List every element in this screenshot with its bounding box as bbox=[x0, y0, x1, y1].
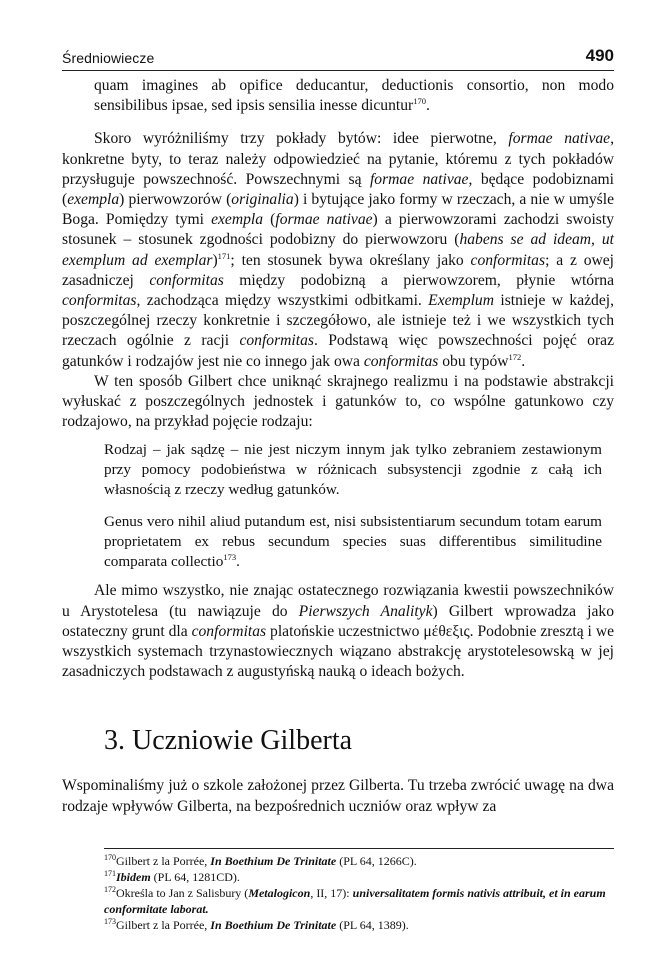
running-header bbox=[62, 42, 614, 71]
text-run: , zachodząca między wszystkimi odbitkami. bbox=[136, 292, 429, 310]
chapter-title: Średniowiecze bbox=[62, 50, 155, 66]
italic-text: habens se ad ideam, ut exemplum ad exemplar bbox=[62, 231, 614, 269]
gilbert-realism-paragraph bbox=[62, 372, 614, 433]
text-run: ( bbox=[263, 211, 276, 229]
text-run: Gilbert z la Porrée, bbox=[116, 918, 211, 932]
forms-paragraph bbox=[62, 129, 614, 371]
main-text bbox=[62, 76, 614, 817]
italic-text: Exemplum bbox=[428, 292, 494, 310]
italic-text: conformitas bbox=[470, 251, 546, 269]
italic-text: conformitas bbox=[363, 352, 439, 370]
text-run: (PL 64, 1389). bbox=[336, 918, 409, 932]
text-run: . bbox=[521, 352, 526, 370]
text-run: istnieje w każdej, poszczególnej rzeczy konkretnie i szczegółowo, ale istnieje też i we wszystkich tych rzeczach ogólnie z racji bbox=[62, 292, 614, 350]
footnote-text bbox=[104, 886, 606, 916]
text-run: (PL 64, 1281CD). bbox=[150, 870, 240, 884]
aristotle-paragraph bbox=[62, 581, 614, 682]
text-run: ; a z owej zasadniczej bbox=[62, 251, 615, 289]
bold-italic-title: Metalogicon bbox=[248, 886, 311, 900]
continuation-paragraph bbox=[62, 76, 614, 116]
text-run: quam imagines ab opifice deducantur, deductionis consortio, non modo sensibilibus ipsae, sed ipsis sensilia inesse dicuntur bbox=[94, 77, 614, 115]
polish-quote bbox=[104, 440, 614, 500]
footnotes bbox=[104, 848, 614, 933]
italic-text: formae nativae bbox=[369, 170, 469, 188]
bold-italic-title: In Boethium De Trinitate bbox=[210, 854, 337, 868]
text-run: , konkretne byty, to teraz należy odpowiedzieć na pytanie, któremu z tych pokładów przysługuje powszechność. Powszechnymi są bbox=[62, 130, 614, 188]
italic-text: exempla bbox=[211, 211, 264, 229]
footnote-173 bbox=[104, 917, 614, 933]
bold-italic-title: Ibidem bbox=[116, 870, 151, 884]
footnote-171 bbox=[104, 869, 614, 885]
text-run: Genus vero nihil aliud putandum est, nisi subsistentiarum secundum totam earum proprietatem ex rebus secundum species suas differentibus similitudine comparata collectio bbox=[104, 513, 602, 571]
footnote-number: 170 bbox=[104, 853, 116, 862]
text-run: Gilbert z la Porrée, bbox=[116, 854, 211, 868]
text-run: Rodzaj – jak sądzę – nie jest niczym innym jak tylko zebraniem zestawionym przy pomocy podobieństwa w różnicach subsystencji zgodnie z całą ich własnością z rzeczy według gatunków. bbox=[104, 441, 602, 499]
footnote-reference: 170 bbox=[413, 96, 426, 107]
italic-text: Pierwszych Analityk bbox=[298, 602, 433, 620]
section-intro-paragraph: Wspominaliśmy już o szkole założonej przez Gilberta. Tu trzeba zwrócić uwagę na dwa rodzaje wpływów Gilberta, na bezpośrednich uczniów oraz wpływ za bbox=[62, 777, 614, 815]
text-run: W ten sposób Gilbert chce uniknąć skrajnego realizmu i na podstawie abstrakcji wyłuskać z poszczególnych jednostek i gatunków to, co wspólne gatunkowo czy rodzajowo, na przykład pojęcie rodzaju: bbox=[62, 372, 614, 431]
text-run: . Podstawą więc powszechności pojęć oraz gatunków i rodzajów jest nie co innego jak owa bbox=[62, 332, 614, 370]
text-run: ) a pierwowzorami zachodzi swoisty stosunek – stosunek zgodności podobizny do pierwowzoru ( bbox=[62, 211, 615, 249]
text-run: Określa to Jan z Salisbury ( bbox=[116, 886, 249, 900]
text-run: obu typów bbox=[438, 352, 509, 370]
text-run: Skoro wyróżniliśmy trzy pokłady bytów: idee pierwotne, bbox=[94, 130, 509, 148]
italic-text: conformitas bbox=[62, 292, 137, 310]
bold-italic-title: In Boethium De Trinitate bbox=[210, 918, 337, 932]
italic-text: formae nativae bbox=[508, 130, 611, 148]
footnote-reference: 173 bbox=[223, 552, 237, 563]
footnote-text bbox=[116, 918, 409, 932]
footnote-172 bbox=[104, 885, 614, 917]
italic-text: conformitas bbox=[191, 622, 267, 640]
footnote-170 bbox=[104, 853, 614, 869]
page-number: 490 bbox=[585, 46, 614, 65]
italic-text: conformitas bbox=[239, 332, 314, 350]
text-run: . bbox=[236, 553, 240, 571]
text-run: Ale mimo wszystko, nie znając ostatecznego rozwiązania kwestii powszechników u Arystotelesa (tu nawiązuje do bbox=[62, 582, 614, 620]
document-page bbox=[62, 42, 614, 947]
latin-quote bbox=[104, 512, 614, 572]
text-run: między podobizną a pierwowzorem, płynie wtórna bbox=[223, 271, 614, 289]
section-heading: 3. Uczniowie Gilberta bbox=[104, 725, 353, 757]
text-run: platońskie uczestnictwo μέθεξις. Podobnie zresztą i we wszystkich systemach trzynastowiecznych wiązano abstrakcję arystotelesowską w jej zasadniczych podstawach z augustyńską nauką o ideach bożych. bbox=[62, 622, 614, 681]
text-run: ) bbox=[212, 251, 218, 269]
text-run: ) pierwowzorów ( bbox=[119, 191, 232, 209]
text-run: , będące podobiznami ( bbox=[62, 170, 614, 209]
footnote-reference: 171 bbox=[217, 250, 231, 261]
italic-text: exempla bbox=[67, 191, 120, 209]
text-run: . bbox=[425, 97, 430, 115]
text-run: ; ten stosunek bywa określany jako bbox=[230, 251, 471, 269]
italic-text: formae nativae bbox=[275, 211, 373, 229]
footnote-number: 172 bbox=[104, 885, 116, 894]
italic-text: originalia bbox=[231, 191, 294, 209]
text-run: ) Gilbert wprowadza jako ostateczny grunt dla bbox=[62, 602, 614, 640]
bold-italic-title: universalitatem formis nativis attribuit, et in earum conformitate laborat. bbox=[104, 886, 606, 916]
text-run: , II, 17): bbox=[310, 886, 353, 900]
footnote-text bbox=[116, 870, 240, 884]
footnote-text bbox=[116, 854, 417, 868]
text-run: ) i bytujące jako formy w rzeczach, a nie w umyśle Boga. Pomiędzy tymi bbox=[62, 191, 614, 229]
footnote-reference: 172 bbox=[508, 351, 522, 362]
footnote-number: 173 bbox=[104, 917, 116, 926]
italic-text: conformitas bbox=[149, 271, 224, 289]
footnote-number: 171 bbox=[104, 869, 116, 878]
text-run: (PL 64, 1266C). bbox=[336, 854, 417, 868]
